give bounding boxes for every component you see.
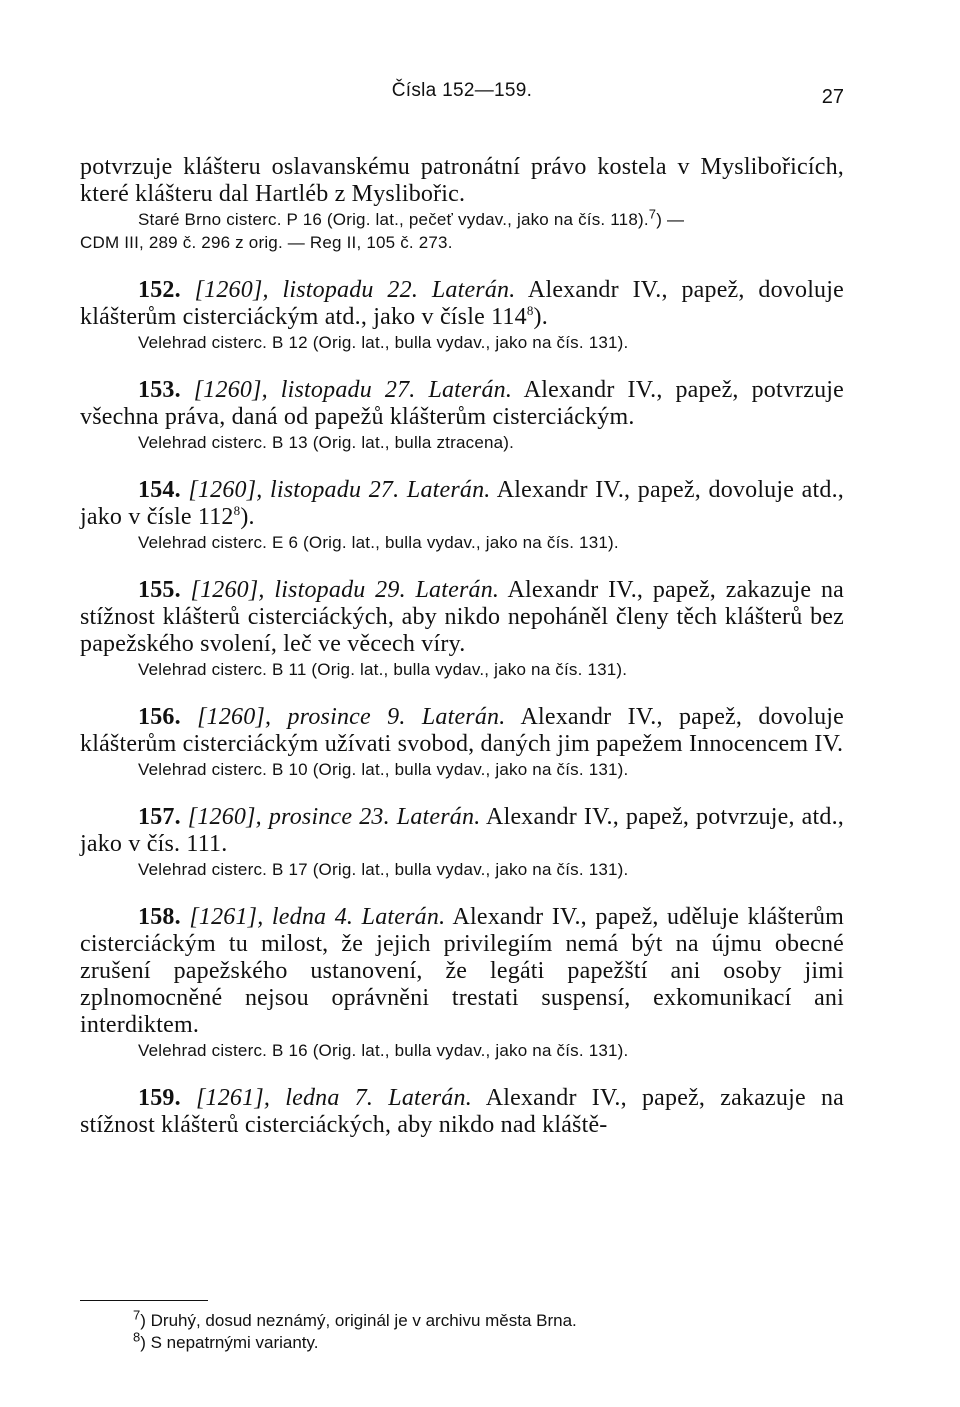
entry-date: [1260], listopadu 27. bbox=[193, 377, 416, 403]
intro-block bbox=[80, 154, 844, 254]
entry-number: 159. bbox=[138, 1085, 181, 1111]
entry-number: 154. bbox=[138, 477, 181, 503]
entry-source: Velehrad cisterc. B 10 (Orig. lat., bulla vydav., jako na čís. 131). bbox=[138, 760, 629, 779]
running-header bbox=[80, 72, 844, 108]
entry-place: Laterán. bbox=[421, 704, 506, 730]
entry-number: 153. bbox=[138, 377, 181, 403]
entry-number: 156. bbox=[138, 704, 181, 730]
entry-date: [1260], prosince 23. bbox=[187, 804, 390, 830]
entry-date: [1261], ledna 4. bbox=[189, 904, 354, 930]
entry-body: Alexandr IV., papež, zakazuje na stížnost klášterů cisterciáckých, aby nikdo nepoháněl členy těch klášterů bez papežského svolení, leč ve věcech víry. bbox=[80, 577, 845, 657]
entry-date: [1261], ledna 7. bbox=[195, 1085, 374, 1111]
intro-source bbox=[80, 208, 844, 231]
entry bbox=[80, 377, 844, 454]
entry-source: Velehrad cisterc. B 11 (Orig. lat., bulla vydav., jako na čís. 131). bbox=[138, 660, 628, 679]
footnote-paren: ) bbox=[140, 1311, 151, 1330]
footnote-text: S nepatrnými varianty. bbox=[150, 1333, 319, 1352]
entry-body: Alexandr IV., papež, dovoluje atd., jako v čísle 112 bbox=[80, 477, 844, 530]
entry-text bbox=[80, 904, 844, 1039]
entry-body: Alexandr IV., papež, potvrzuje všechna práva, daná od papežů klášterům cisterciáckým. bbox=[80, 377, 845, 430]
entry-body: Alexandr IV., papež, dovoluje klášterům cisterciáckým užívati svobod, daných jim papežem Innocencem IV. bbox=[80, 704, 844, 757]
footnote-paren: ) bbox=[656, 210, 663, 229]
entry-number: 155. bbox=[138, 577, 181, 603]
entry-body: Alexandr IV., papež, dovoluje klášterům cisterciáckým atd., jako v čísle 114 bbox=[80, 277, 844, 330]
entries-list bbox=[80, 277, 844, 1139]
entry-text bbox=[80, 804, 844, 858]
entry bbox=[80, 577, 844, 681]
entry-text bbox=[80, 577, 844, 658]
entry bbox=[80, 477, 844, 554]
header-title: Čísla 152—159. bbox=[391, 80, 533, 101]
entry-place: Laterán. bbox=[361, 904, 446, 930]
entry-source: Velehrad cisterc. B 16 (Orig. lat., bulla vydav., jako na čís. 131). bbox=[138, 1041, 629, 1060]
entry-text bbox=[80, 377, 844, 431]
entry-source: Velehrad cisterc. B 13 (Orig. lat., bulla ztracena). bbox=[138, 433, 515, 452]
entry-text bbox=[80, 1085, 844, 1139]
entry bbox=[80, 804, 844, 881]
entry bbox=[80, 704, 844, 781]
footnote-ref: 8 bbox=[233, 503, 241, 518]
entry-source: Velehrad cisterc. B 12 (Orig. lat., bulla vydav., jako na čís. 131). bbox=[138, 333, 629, 352]
entry bbox=[80, 277, 844, 354]
footnote-mark: 8 bbox=[133, 1329, 141, 1345]
footnote bbox=[133, 1307, 833, 1332]
entry-text bbox=[80, 704, 844, 758]
entry-body-tail: ). bbox=[240, 504, 255, 530]
entry-place: Laterán. bbox=[396, 804, 481, 830]
entry-body: Alexandr IV., papež, uděluje klášterům cisterciáckým tu milost, že jejich privilegiím nemá být na újmu obecné zrušení papežského ustanovení, že legáti papežští ani osoby jimi zplnomocněné nejsou oprávněni trestati suspensí, exkomunikací ani interdiktem. bbox=[80, 904, 845, 1038]
entry-body: Alexandr IV., papež, potvrzuje, atd., jako v čís. 111. bbox=[80, 804, 844, 857]
entry-date: [1260], listopadu 29. bbox=[190, 577, 406, 603]
entry-text bbox=[80, 477, 844, 531]
entry-place: Laterán. bbox=[388, 1085, 472, 1111]
intro-source-line-2: CDM III, 289 č. 296 z orig. — Reg II, 105 č. 273. bbox=[80, 233, 453, 252]
entry-source: Velehrad cisterc. B 17 (Orig. lat., bulla vydav., jako na čís. 131). bbox=[138, 860, 629, 879]
footnote-paren: ) bbox=[140, 1333, 151, 1352]
entry-number: 157. bbox=[138, 804, 181, 830]
page bbox=[80, 72, 844, 1139]
entry-date: [1260], prosince 9. bbox=[197, 704, 406, 730]
entry-number: 152. bbox=[138, 277, 181, 303]
entry-source: Velehrad cisterc. E 6 (Orig. lat., bulla vydav., jako na čís. 131). bbox=[138, 533, 619, 552]
footnote-ref: 8 bbox=[526, 303, 534, 318]
entry-text bbox=[80, 277, 844, 331]
entry-date: [1260], listopadu 22. bbox=[194, 277, 419, 303]
entry-place: Laterán. bbox=[431, 277, 516, 303]
entry bbox=[80, 1085, 844, 1139]
entry-number: 158. bbox=[138, 904, 181, 930]
footnote bbox=[133, 1329, 833, 1354]
intro-text: potvrzuje klášteru oslavanskému patronátní právo kostela v Myslibořicích, které klášteru dal Hartléb z Myslibořic. bbox=[80, 154, 844, 207]
entry-body: Alexandr IV., papež, zakazuje na stížnost klášterů cisterciáckých, aby nikdo nad kláště- bbox=[80, 1085, 845, 1138]
footnote-rule bbox=[80, 1300, 208, 1301]
entry-body-tail: ). bbox=[533, 304, 548, 330]
footnote-ref: 7 bbox=[648, 206, 657, 222]
entry-place: Laterán. bbox=[428, 377, 513, 403]
footnote-mark: 7 bbox=[133, 1307, 141, 1323]
page-number: 27 bbox=[821, 86, 844, 108]
entry-place: Laterán. bbox=[406, 477, 491, 503]
entry bbox=[80, 904, 844, 1062]
footnotes bbox=[133, 1307, 833, 1354]
intro-source-dash: — bbox=[662, 210, 685, 229]
entry-place: Laterán. bbox=[415, 577, 500, 603]
entry-date: [1260], listopadu 27. bbox=[188, 477, 400, 503]
footnote-text: Druhý, dosud neznámý, originál je v archivu města Brna. bbox=[150, 1311, 577, 1330]
intro-source-line-1: Staré Brno cisterc. P 16 (Orig. lat., pečeť vydav., jako na čís. 118). bbox=[138, 210, 649, 229]
